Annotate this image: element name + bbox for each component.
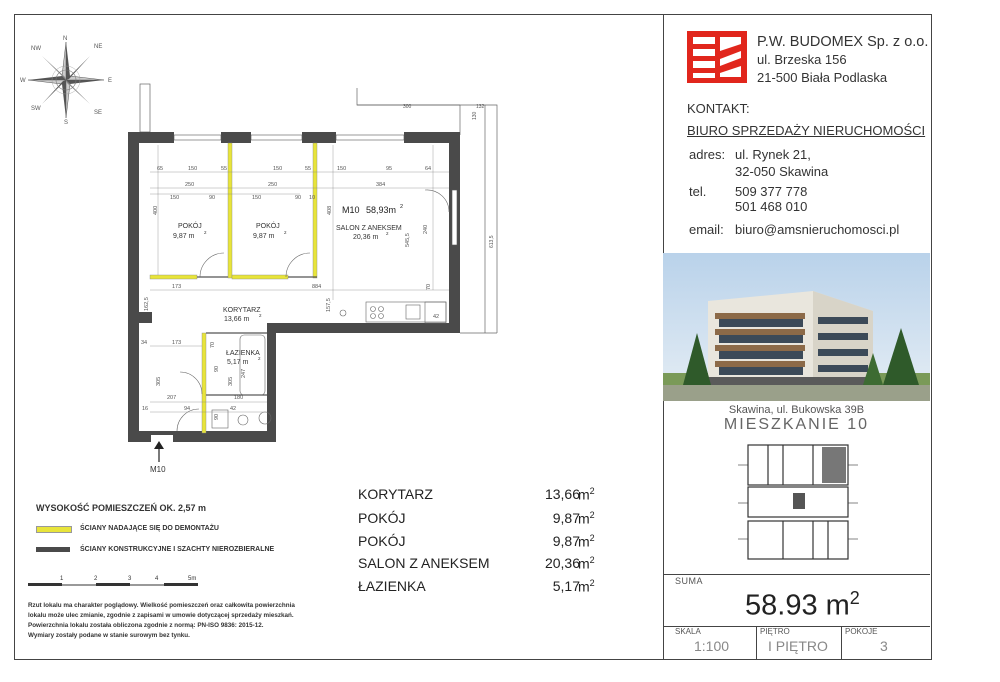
dim-16: 16 <box>142 406 149 412</box>
room-area: 20,36 <box>544 555 580 571</box>
dim-top-6: 95 <box>386 166 393 172</box>
building-key-plan <box>738 443 858 563</box>
company-street: ul. Brzeska 156 <box>757 52 847 67</box>
demolition-label: ŚCIANY NADAJĄCE SIĘ DO DEMONTAŻU <box>80 525 219 532</box>
dim-34: 34 <box>141 340 148 346</box>
room-name: POKÓJ <box>358 533 406 549</box>
scale-bar <box>28 573 218 589</box>
dim-162: 162,5 <box>144 297 150 311</box>
room-unit: $m^2$ <box>578 533 595 550</box>
rooms-count-value: 3 <box>880 638 888 654</box>
compass-label-s: S <box>64 120 69 126</box>
corridor-name: KORYTARZ <box>223 307 261 314</box>
disclaimer-notes <box>28 601 295 641</box>
scale-value: 1:100 <box>694 638 730 654</box>
floor-value: I PIĘTRO <box>768 638 828 654</box>
address-label: adres: <box>689 147 726 162</box>
apartment-highlight <box>822 447 846 483</box>
room-unit: $m^2$ <box>578 486 595 503</box>
dim-inner-1: 90 <box>209 195 216 201</box>
compass-label-n: N <box>63 36 68 42</box>
unit-area-sup: 2 <box>400 204 404 210</box>
salon-area-sup: 2 <box>386 231 389 236</box>
room-unit: $m^2$ <box>578 555 595 572</box>
room-area: 5,17 <box>552 578 580 594</box>
address-line1: ul. Rynek 21, <box>735 147 811 162</box>
dim-top2-1: 250 <box>268 182 278 188</box>
corridor-area-sup: 2 <box>259 313 262 318</box>
compass-label-se: SE <box>94 110 103 116</box>
note-line: Wymiary zostały podane w stanie surowym bez tynku. <box>28 632 190 639</box>
room2-area: 9,87 m <box>253 233 275 240</box>
room-name: KORYTARZ <box>358 486 433 502</box>
dim-90b: 90 <box>214 413 220 420</box>
company-logo-icon <box>687 31 747 83</box>
cell-divider <box>756 626 757 659</box>
dim-inner-3: 90 <box>295 195 302 201</box>
compass-label-sw: SW <box>31 106 41 112</box>
sales-office-label: BIURO SPRZEDAŻY NIERUCHOMOŚCI <box>687 123 926 138</box>
tel-number-2[interactable]: 501 468 010 <box>735 199 808 214</box>
email-label: email: <box>689 222 724 237</box>
dim-400: 400 <box>153 205 159 215</box>
building-render-image <box>663 253 930 401</box>
address-line2: 32-050 Skawina <box>735 164 829 179</box>
total-area: 58.93 $m^2$ <box>745 588 860 622</box>
dim-top-5: 150 <box>337 166 347 172</box>
unit-area: 58,93m <box>366 205 397 215</box>
room-area: 9,87 <box>552 510 580 526</box>
dim-132: 132 <box>476 104 485 110</box>
contact-heading: KONTAKT: <box>687 101 750 116</box>
dim-top-0: 65 <box>157 166 164 172</box>
scale-tick-1: 1 <box>60 576 64 582</box>
dim-70b: 70 <box>210 341 216 348</box>
bath-area-sup: 2 <box>258 356 261 361</box>
compass-label-nw: NW <box>31 46 41 52</box>
dim-90a: 90 <box>214 365 220 372</box>
dim-top2-2: 384 <box>376 182 386 188</box>
floor-label: PIĘTRO <box>760 627 790 636</box>
note-line: lokalu może ulec zmianie, zgodnie z zapisami w umowie dotyczącej sprzedaży mieszkań. <box>28 612 294 619</box>
scale-label: SKALA <box>675 627 701 636</box>
scale-tick-3: 3 <box>128 576 132 582</box>
note-line: Powierzchnia lokalu została obliczona zgodnie z normą: PN-ISO 9836: 2015-12. <box>28 622 264 629</box>
bath-area: 5,17 m <box>227 359 249 366</box>
demolition-swatch <box>36 526 72 533</box>
dim-top-7: 64 <box>425 166 432 172</box>
tel-label: tel. <box>689 184 707 199</box>
email-address[interactable]: biuro@amsnieruchomosci.pl <box>735 222 900 237</box>
scale-tick-4: 4 <box>155 576 159 582</box>
dim-305a: 305 <box>156 376 162 386</box>
company-name: P.W. BUDOMEX Sp. z o.o. <box>757 34 929 50</box>
room1-area: 9,87 m <box>173 233 195 240</box>
note-line: Rzut lokalu ma charakter poglądowy. Wielkość pomieszczeń oraz całkowita powierzchnia <box>28 602 295 609</box>
room1-area-sup: 2 <box>204 230 207 235</box>
entrance-label: M10 <box>150 465 166 474</box>
dim-inner-0: 150 <box>170 195 180 201</box>
room-unit: $m^2$ <box>578 510 595 527</box>
compass-label-ne: NE <box>94 44 103 50</box>
dim-top-2: 55 <box>221 166 228 172</box>
apartment-title: MIESZKANIE 10 <box>723 416 870 433</box>
compass-label-w: W <box>20 78 26 84</box>
dim-884: 884 <box>312 284 322 290</box>
room-unit: $m^2$ <box>578 578 595 595</box>
dim-613: 613,5 <box>489 235 495 248</box>
dim-305b: 305 <box>228 376 234 386</box>
structural-label: ŚCIANY KONSTRUKCYJNE I SZACHTY NIEROZBIERALNE <box>80 546 275 553</box>
room-name: POKÓJ <box>358 510 406 526</box>
dim-180: 180 <box>234 395 244 401</box>
salon-area: 20,36 m <box>353 234 379 241</box>
tel-number-1[interactable]: 509 377 778 <box>735 184 808 199</box>
room2-area-sup: 2 <box>284 230 287 235</box>
dim-408: 408 <box>327 205 333 215</box>
dim-top-4: 55 <box>305 166 312 172</box>
dim-240: 240 <box>423 224 429 234</box>
dim-545: 545,5 <box>405 233 411 247</box>
company-block <box>757 33 928 87</box>
cell-divider <box>841 626 842 659</box>
dim-top2-0: 250 <box>185 182 195 188</box>
structural-swatch <box>36 547 70 552</box>
room-area: 13,66 <box>544 486 580 502</box>
dim-top-1: 150 <box>188 166 198 172</box>
height-note: WYSOKOŚĆ POMIESZCZEŃ OK. 2,57 m <box>36 503 207 513</box>
dim-top-3: 150 <box>273 166 283 172</box>
dim-247: 247 <box>241 368 247 378</box>
dim-207: 207 <box>167 395 177 401</box>
dim-inner-2: 150 <box>252 195 262 201</box>
scale-tick-2: 2 <box>94 576 98 582</box>
dim-94: 94 <box>184 406 191 412</box>
dim-173b: 173 <box>172 340 182 346</box>
building-location: Skawina, ul. Bukowska 39B <box>728 404 865 416</box>
dim-130: 130 <box>472 111 478 120</box>
salon-name: SALON Z ANEKSEM <box>336 225 402 232</box>
scale-tick-5: 5m <box>188 576 197 582</box>
room1-name: POKÓJ <box>178 223 202 230</box>
entrance-arrow-icon <box>154 441 164 462</box>
room-name: SALON Z ANEKSEM <box>358 555 490 571</box>
company-city: 21-500 Biała Podlaska <box>757 70 888 85</box>
dim-173a: 173 <box>172 284 182 290</box>
rooms-count-label: POKOJE <box>845 627 878 636</box>
dim-300: 300 <box>403 104 412 110</box>
summary-label: SUMA <box>675 576 704 586</box>
room2-name: POKÓJ <box>256 223 280 230</box>
dim-157: 157,5 <box>326 298 332 312</box>
dim-42b: 42 <box>230 406 237 412</box>
bath-name: ŁAZIENKA <box>226 350 260 357</box>
compass-label-e: E <box>108 78 113 84</box>
room-area: 9,87 <box>552 533 580 549</box>
corridor-area: 13,66 m <box>224 316 250 323</box>
dim-42a: 42 <box>433 314 440 320</box>
room-name: ŁAZIENKA <box>358 578 426 594</box>
dim-70a: 70 <box>426 283 432 290</box>
unit-label: M10 <box>342 205 360 215</box>
dim-inner-4: 10 <box>309 195 316 201</box>
